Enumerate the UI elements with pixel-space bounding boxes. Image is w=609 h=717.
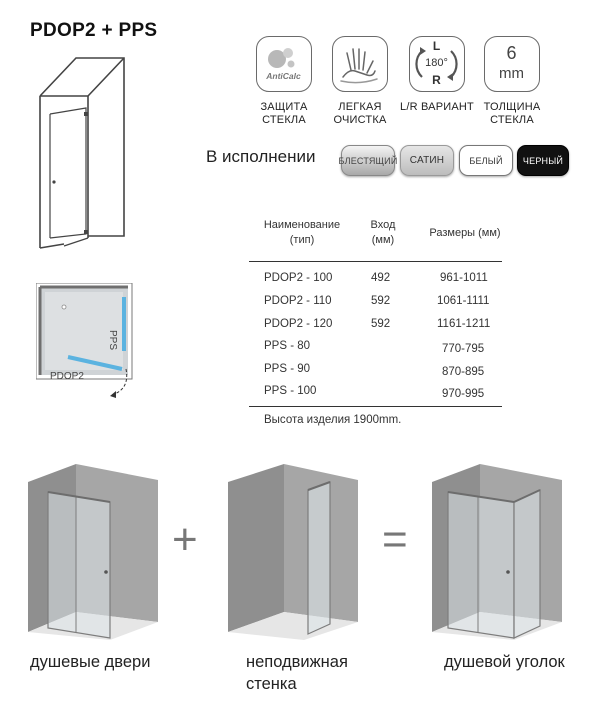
table-row: PPS - 90	[264, 363, 311, 375]
glass-thickness-icon: 6 mm	[484, 36, 540, 92]
hand-cleaning-icon	[332, 36, 388, 92]
finish-option-satin[interactable]: САТИН	[400, 145, 454, 176]
anticalc-icon: AntiCalc	[256, 36, 312, 92]
lr-rotate-icon: L 180° R	[409, 36, 465, 92]
caption-shower-corner: душевой уголок	[444, 653, 565, 671]
header-size: Размеры (мм)	[429, 227, 501, 239]
feature-label-anticalc: ЗАЩИТА СТЕКЛА	[260, 101, 308, 126]
plus-sign: +	[172, 515, 198, 564]
table-rule-top	[249, 261, 502, 262]
header-entry: Вход (мм)	[370, 219, 396, 246]
diagram-label-pps: PPS	[107, 330, 118, 351]
illustration-shower-door	[26, 462, 166, 642]
equals-sign: =	[382, 515, 408, 564]
feature-label-lr: L/R ВАРИАНТ	[400, 101, 474, 113]
table-row: PDOP2 - 120	[264, 318, 333, 330]
page-title: PDOP2 + PPS	[30, 20, 158, 41]
diagram-label-pdop2: PDOP2	[50, 371, 84, 382]
caption-shower-door: душевые двери	[30, 653, 151, 671]
table-rule-bottom	[249, 406, 502, 407]
illustration-fixed-panel	[226, 462, 366, 642]
enclosure-drawing	[36, 52, 126, 252]
feature-label-thickness: ТОЛЩИНА СТЕКЛА	[483, 101, 541, 126]
table-row: PPS - 80	[264, 340, 311, 352]
finish-option-white[interactable]: БЕЛЫЙ	[459, 145, 513, 176]
illustration-shower-corner	[430, 462, 570, 642]
header-name: Наименование (тип)	[263, 219, 341, 246]
height-note: Высота изделия 1900mm.	[264, 414, 402, 426]
caption-fixed-panel: неподвижная стенка	[246, 653, 348, 693]
finish-label: В исполнении	[206, 147, 316, 166]
feature-label-cleaning: ЛЕГКАЯ ОЧИСТКА	[333, 101, 387, 126]
finish-option-glossy[interactable]: БЛЕСТЯЩИЙ	[341, 145, 395, 176]
table-row: PDOP2 - 110	[264, 295, 332, 307]
table-row: PDOP2 - 100	[264, 272, 333, 284]
table-row: PPS - 100	[264, 385, 317, 397]
finish-option-black[interactable]: ЧЕРНЫЙ	[517, 145, 569, 176]
floor-plan-diagram	[36, 283, 151, 403]
